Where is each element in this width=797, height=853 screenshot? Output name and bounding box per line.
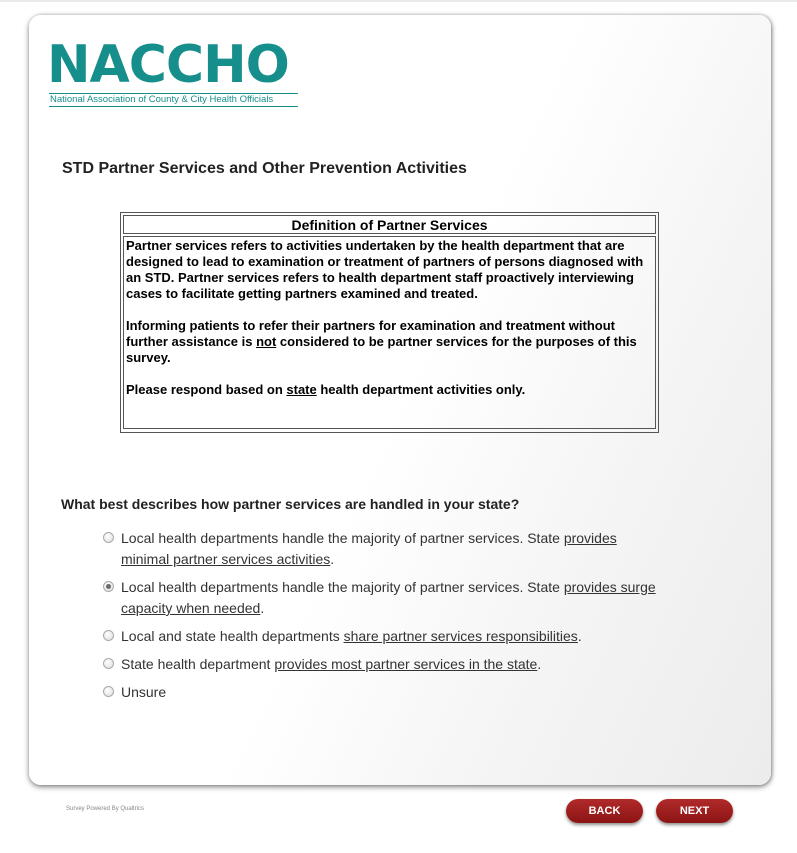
back-button[interactable]: BACK bbox=[566, 799, 643, 823]
option-link: provides surge capacity when needed bbox=[121, 579, 656, 616]
top-divider bbox=[0, 0, 797, 2]
option-link: provides most partner services in the state bbox=[274, 656, 538, 672]
logo-wordmark: NACCHO bbox=[47, 35, 289, 95]
emphasis-not: not bbox=[256, 334, 277, 349]
definition-paragraph-3: Please respond based on state health department activities only. bbox=[126, 382, 526, 397]
emphasis-state: state bbox=[286, 382, 317, 397]
radio-button-selected[interactable] bbox=[103, 581, 114, 592]
option-link: provides minimal partner services activities bbox=[121, 530, 617, 567]
option-shared-responsibilities[interactable]: Local and state health departments share partner services responsibilities. bbox=[103, 626, 663, 647]
definition-paragraph-1: Partner services refers to activities undertaken by the health department that are designed to lead to examination or treatment of partners of persons diagnosed with an STD. Partner services refers to health department staff proactively interviewing cases to facilitate getting partners examined and treated. bbox=[126, 238, 644, 301]
definition-body bbox=[123, 236, 656, 429]
radio-button[interactable] bbox=[103, 686, 114, 697]
radio-button[interactable] bbox=[103, 630, 114, 641]
powered-by-text[interactable]: Survey Powered By Qualtrics bbox=[66, 806, 145, 812]
question-text: What best describes how partner services are handled in your state? bbox=[61, 496, 520, 512]
option-local-minimal-state[interactable]: Local health departments handle the majority of partner services. State provides minimal partner services activities. bbox=[103, 528, 663, 570]
definition-paragraph-2: Informing patients to refer their partners for examination and treatment without further assistance is not considered to be partner services for the purposes of this survey. bbox=[126, 318, 637, 365]
definition-box bbox=[120, 212, 659, 433]
answer-options bbox=[103, 528, 663, 703]
radio-button[interactable] bbox=[103, 658, 114, 669]
page-title: STD Partner Services and Other Prevention Activities bbox=[62, 160, 467, 177]
definition-heading: Definition of Partner Services bbox=[123, 215, 656, 234]
next-button[interactable]: NEXT bbox=[656, 799, 733, 823]
option-state-provides-most[interactable]: State health department provides most partner services in the state. bbox=[103, 654, 663, 675]
radio-button[interactable] bbox=[103, 532, 114, 543]
option-local-surge-capacity[interactable]: Local health departments handle the majority of partner services. State provides surge capacity when needed. bbox=[103, 577, 663, 619]
option-unsure[interactable]: Unsure bbox=[103, 682, 663, 703]
logo-subtitle: National Association of County & City Health Officials bbox=[49, 93, 298, 107]
naccho-logo bbox=[47, 35, 299, 110]
option-link: share partner services responsibilities bbox=[343, 628, 578, 644]
